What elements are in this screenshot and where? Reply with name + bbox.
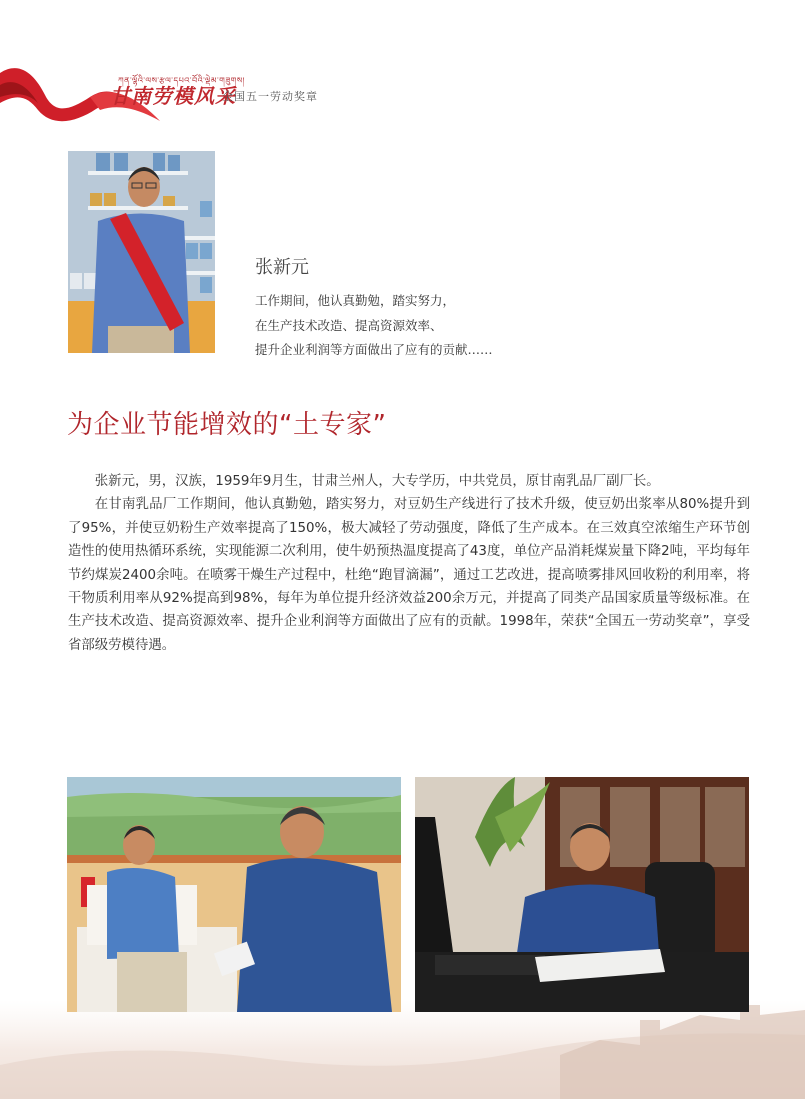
header-subtitle: 全国五一劳动奖章 xyxy=(222,90,318,103)
article-body xyxy=(68,470,750,657)
article-headline: 为企业节能增效的“土专家” xyxy=(67,410,387,440)
article-paragraph: 在甘南乳品厂工作期间，他认真勤勉，踏实努力，对豆奶生产线进行了技术升级，使豆奶出浆率从80%提升到了95%，并使豆奶粉生产效率提高了150%，极大减轻了劳动强度，降低了生产成本。在三效真空浓缩生产环节创造性的使用热循环系统，实现能源二次利用，使牛奶预热温度提高了43度，单位产品消耗煤炭量下降2吨，平均每年节约煤炭2400余吨。在喷雾干燥生产过程中，杜绝“跑冒滴漏”，通过工艺改进，提高喷雾排风回收粉的利用率，将干物质利用率从92%提高到98%，每年为单位提升经济效益200余万元，并提高了同类产品国家质量等级标准。在生产技术改造、提高资源效率、提升企业利润等方面做出了应有的贡献。1998年，荣获“全国五一劳动奖章”，享受省部级劳模待遇。 xyxy=(68,497,750,653)
brand-title: 甘南劳模风采 xyxy=(110,84,236,108)
person-name: 张新元 xyxy=(255,257,309,278)
office-photo xyxy=(415,777,749,1012)
interview-photo xyxy=(67,777,401,1012)
quote-line: 在生产技术改造、提高资源效率、 xyxy=(255,317,443,333)
profile-quote xyxy=(255,289,493,363)
quote-line: 提升企业利润等方面做出了应有的贡献…… xyxy=(255,342,493,357)
article-paragraph: 张新元，男，汉族，1959年9月生，甘肃兰州人，大专学历，中共党员，原甘南乳品厂副厂长。 xyxy=(94,474,660,489)
portrait-photo xyxy=(68,151,215,353)
quote-line: 工作期间，他认真勤勉，踏实努力， xyxy=(255,293,456,308)
tibetan-header-line: ཀན་ལྷོའི་ལས་རྩལ་དཔའ་བོའི་ལྡེམ་གཟུགས། xyxy=(118,76,245,85)
